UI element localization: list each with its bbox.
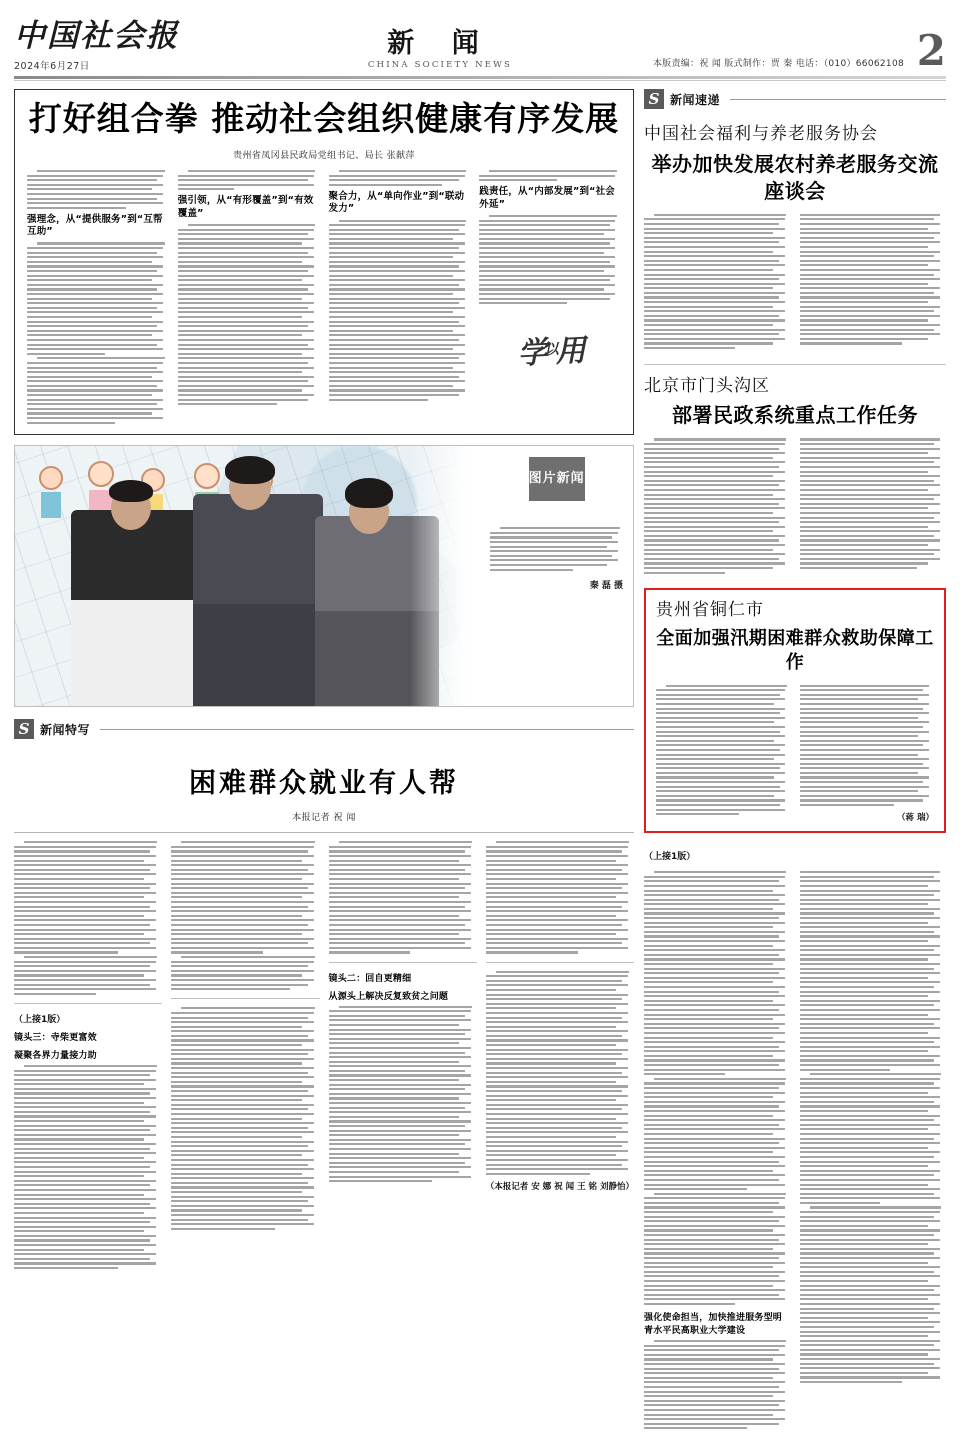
masthead (14, 10, 946, 75)
body-text (329, 1006, 477, 1183)
body-text (329, 220, 471, 401)
lead-column-1 (27, 170, 169, 426)
body-text (479, 170, 621, 181)
highlight-kicker: 贵州省铜仁市 (656, 600, 764, 621)
page-body (14, 89, 946, 1374)
news-flash-section-header (644, 89, 946, 109)
paper-name: 中国社会报 (14, 18, 179, 55)
editorial-credits: 本版责编：祝 闻 版式制作：贾 秦 电话：（010）66062108 (652, 59, 904, 69)
section-title-cn: 新 闻 (387, 27, 493, 59)
photo-news-badge: 图片新闻 (529, 457, 585, 501)
photo-edge-fade (410, 446, 480, 706)
feature-mini-head-2: 凝聚各界力量接力助 (14, 1050, 97, 1061)
news-flash-item-1 (644, 123, 946, 352)
page-number: 2 (916, 26, 946, 75)
body-text (644, 438, 791, 576)
news-item-columns (644, 438, 946, 576)
seal-char-3: 用 (554, 333, 584, 370)
column-divider (171, 998, 319, 999)
lead-subhead-2: 强引领，从“有形覆盖”到“有效覆盖” (177, 195, 314, 219)
body-text (178, 224, 320, 405)
right-continued-columns (644, 871, 946, 1432)
feature-rule (14, 832, 634, 833)
news-item-title: 举办加快发展农村养老服务交流座谈会 (651, 151, 939, 203)
news-item-kicker: 中国社会福利与养老服务协会 (644, 124, 878, 144)
feature-mini-head-1: 镜头三：寺柴更富效 (14, 1032, 97, 1043)
body-text (486, 971, 634, 1175)
feature-column-3 (329, 841, 477, 1271)
photo-credit: 秦 磊 摄 (589, 580, 623, 591)
news-item-columns (644, 214, 946, 352)
photo-caption-text-lines (490, 527, 623, 570)
lead-column-2 (178, 170, 320, 426)
photo-hair-right (345, 478, 393, 508)
masthead-rule-secondary (14, 80, 946, 81)
body-text (644, 871, 791, 1432)
column-divider (329, 962, 477, 963)
body-text (800, 214, 947, 352)
feature-title: 困难群众就业有人帮 (189, 768, 459, 800)
column-divider (486, 962, 634, 963)
section-s-badge: S (644, 89, 664, 109)
body-text (171, 1007, 319, 1230)
body-text (800, 685, 935, 824)
feature-column-1 (14, 841, 162, 1271)
body-text (656, 685, 791, 824)
section-rule (100, 729, 634, 730)
column-divider (14, 1003, 162, 1004)
body-text (27, 242, 169, 423)
feature-byline: 本报记者 祝 闻 (292, 813, 356, 824)
news-item-title: 部署民政系统重点工作任务 (672, 403, 918, 428)
photo-hair-center (225, 456, 275, 484)
body-text (479, 215, 621, 304)
highlight-title: 全面加强汛期困难群众救助保障工作 (656, 628, 934, 674)
body-text (171, 841, 319, 990)
left-column (14, 89, 634, 1374)
continue-marker: （上接1版） (14, 1014, 66, 1025)
body-text (486, 841, 634, 953)
highlight-columns (656, 685, 934, 824)
photo-person-left (71, 510, 199, 706)
continue-marker: （上接1版） (644, 852, 696, 863)
seal-char-2: 以 (544, 342, 557, 359)
body-text (329, 841, 477, 953)
lead-article-title: 打好组合拳 推动社会组织健康有序发展 (28, 99, 620, 138)
masthead-rule (14, 76, 946, 79)
lead-article (14, 89, 634, 435)
feature-column-4 (486, 841, 634, 1271)
body-text (178, 170, 320, 190)
lead-article-columns (27, 170, 621, 426)
news-photo (15, 446, 480, 706)
feature-mini-head-5: 强化使命担当，加快推进服务型明青水平民高职业大学建设 (644, 1313, 783, 1337)
highlight-credit: （蒋 瑞） (897, 813, 934, 824)
feature-mini-head-4: 从源头上解决反复致贫之问题 (328, 991, 449, 1002)
photo-person-center (193, 494, 323, 706)
seal-char-1: 学 (516, 335, 546, 372)
photo-news-block (14, 445, 634, 707)
feature-section-header (14, 719, 634, 739)
photo-hair-left (109, 480, 153, 502)
lead-subhead-1: 强理念，从“提供服务”到“互帮互助” (27, 213, 163, 238)
feature-end-credit: （本报记者 安 娜 祝 闻 王 铭 刘静怡） (485, 1181, 634, 1192)
feature-columns (14, 841, 634, 1271)
feature-section-label: 新闻特写 (40, 722, 91, 737)
lead-column-3 (329, 170, 471, 426)
lead-article-byline: 贵州省凤冈县民政局党组书记、局长 张献萍 (233, 150, 415, 161)
feature-column-2 (171, 841, 319, 1271)
body-text (329, 170, 471, 186)
photo-caption-panel (480, 446, 633, 706)
body-text (14, 1065, 162, 1269)
highlight-article-box (644, 588, 946, 833)
news-flash-divider (644, 364, 946, 365)
body-text (27, 170, 169, 209)
feature-mini-head-3: 镜头二：回自更精细 (328, 973, 412, 984)
news-item-kicker: 北京市门头沟区 (644, 375, 770, 396)
lead-subhead-4: 践责任，从“内部发展”到“社会外延” (479, 186, 615, 210)
study-and-apply-seal (496, 314, 603, 385)
lead-subhead-3: 聚合力，从“单向作业”到“联动发力” (328, 190, 465, 215)
masthead-right (626, 26, 946, 75)
body-text (14, 841, 162, 995)
body-text (644, 214, 791, 352)
body-text (800, 871, 947, 1432)
news-flash-item-2 (644, 375, 946, 577)
body-text (800, 438, 947, 576)
news-flash-section-label: 新闻速递 (670, 92, 721, 107)
section-title-en: CHINA SOCIETY NEWS (367, 60, 513, 70)
section-rule (730, 99, 946, 100)
section-s-badge: S (14, 719, 34, 739)
right-column (644, 89, 946, 1374)
publication-date: 2024年6月27日 (14, 61, 90, 72)
section-title-block (254, 27, 626, 72)
right-continued-article (644, 849, 946, 1432)
lead-column-4 (479, 170, 621, 426)
